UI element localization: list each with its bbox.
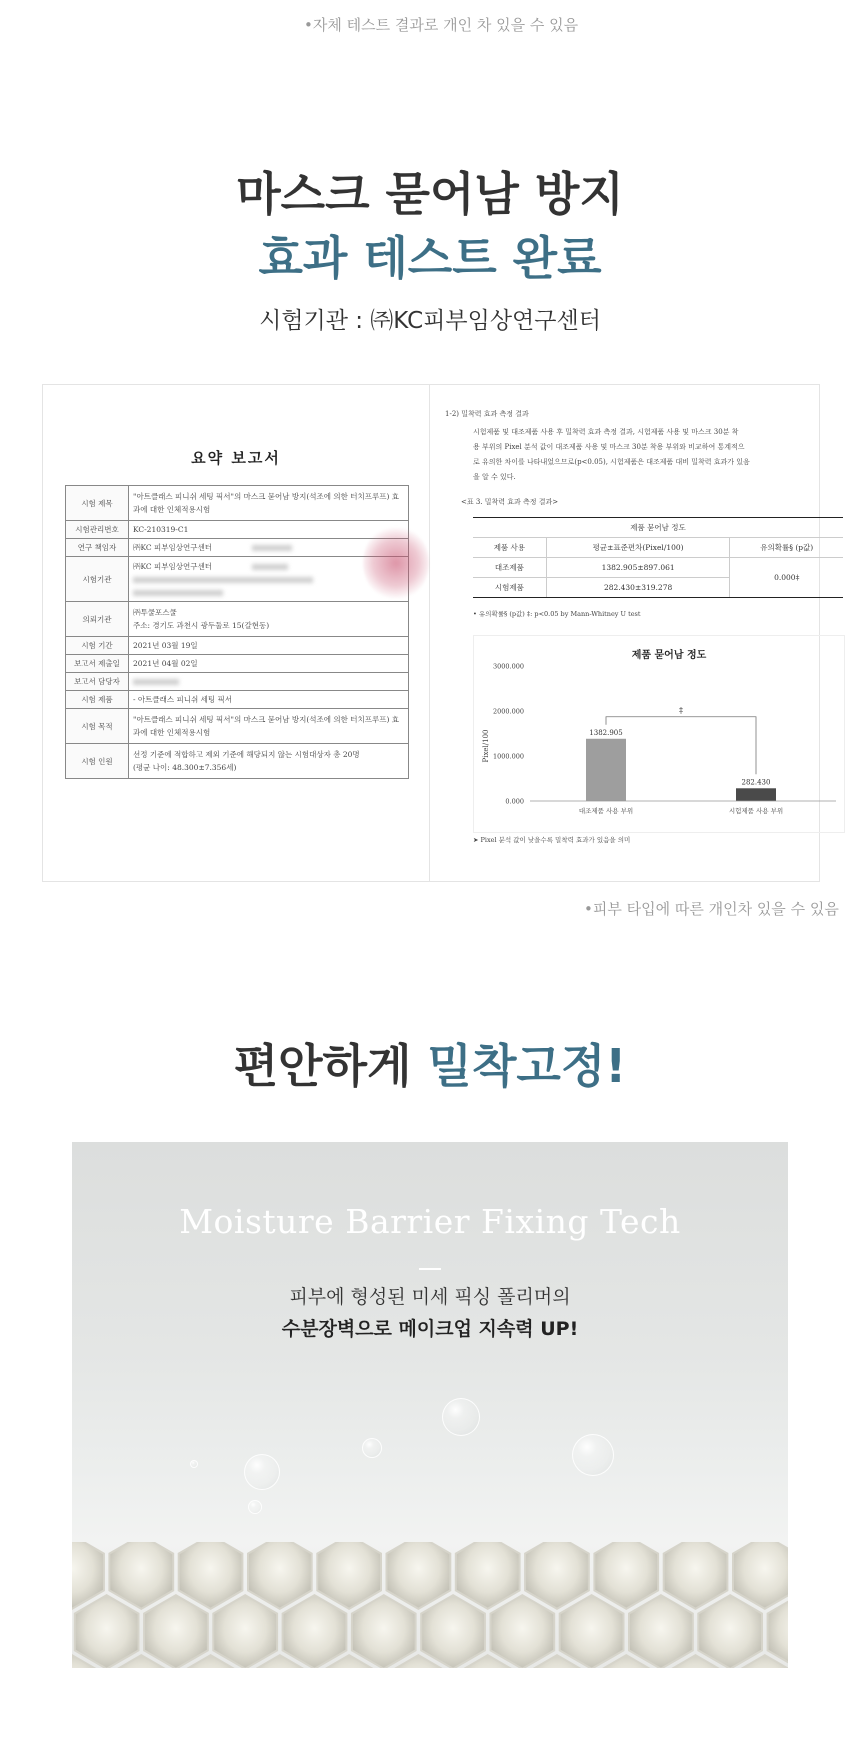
- y-tick-label: 0.000: [505, 797, 524, 806]
- results-paragraph-line-3: 로 유의한 차이를 나타내었으므로(p<0.05), 시험제품은 대조제품 대비 밀착력 효과가 있음: [473, 458, 750, 466]
- table-row: [66, 637, 409, 655]
- polymer-hexagon: [248, 1542, 312, 1609]
- row-value-text: ㈜KC 피부임상연구센터: [133, 543, 212, 552]
- row-label: 시험 제목: [66, 486, 129, 521]
- polymer-hexagon: [594, 1542, 658, 1609]
- table-row: [66, 709, 409, 744]
- polymer-hexagon: [491, 1595, 555, 1668]
- tech-title-divider: [419, 1268, 441, 1270]
- water-bubble: [572, 1434, 614, 1476]
- water-bubble: [442, 1398, 480, 1436]
- row-value-text: (평균 나이: 48.300±7.356세): [133, 763, 237, 772]
- mean-sd-value: 1382.905±897.061: [546, 558, 730, 578]
- table-row: [66, 521, 409, 539]
- bar-value-label: 1382.905: [589, 728, 623, 737]
- redacted-text: [133, 679, 179, 685]
- polymer-hexagon: [317, 1542, 381, 1609]
- report-page-divider: [429, 385, 430, 881]
- polymer-hexagon: [283, 1595, 347, 1668]
- col-header: 유의확률§ (p값): [730, 538, 843, 558]
- table-row: [66, 691, 409, 709]
- row-value-text: 선정 기준에 적합하고 제외 기준에 해당되지 않는 시험대상자 총 20명: [133, 750, 360, 759]
- chart-title: 제품 묻어남 정도: [631, 650, 707, 661]
- redacted-text: [252, 564, 288, 570]
- y-tick-label: 1000.000: [492, 752, 524, 761]
- row-label: 시험 제품: [66, 691, 129, 709]
- row-label: 보고서 담당자: [66, 673, 129, 691]
- polymer-hexagon: [421, 1595, 485, 1668]
- heading-2-part-1: 편안하게: [233, 1039, 428, 1093]
- heading-line-1: 마스크 묻어남 방지: [236, 167, 624, 221]
- heading-2: [0, 1030, 860, 1096]
- table-row: [66, 602, 409, 637]
- chart-bar: [736, 788, 776, 801]
- row-label: 시험 인원: [66, 744, 129, 779]
- tech-title: Moisture Barrier Fixing Tech: [179, 1202, 681, 1241]
- row-value: [129, 744, 409, 779]
- summary-table: [65, 485, 409, 779]
- product-name: 대조제품: [473, 558, 546, 578]
- redacted-text: [133, 577, 313, 583]
- row-value: "아트클래스 피니쉬 세팅 픽서"의 마스크 묻어남 방지(석조에 의한 터치프루프) 효과에 대한 인체적용시험: [129, 709, 409, 744]
- polymer-hexagon: [387, 1542, 451, 1609]
- x-category-label: 대조제품 사용 부위: [578, 807, 634, 815]
- results-table-title: 제품 묻어남 정도: [473, 518, 843, 538]
- table-row: [473, 538, 843, 558]
- chart-bar: [586, 739, 626, 801]
- table-row: [473, 518, 843, 538]
- polymer-hexagon: [109, 1542, 173, 1609]
- row-label: 시험 목적: [66, 709, 129, 744]
- table-caption: <표 3. 밀착력 효과 측정 결과>: [461, 498, 559, 506]
- test-institution: 시험기관 : ㈜KC피부임상연구센터: [259, 308, 601, 334]
- row-value: [129, 673, 409, 691]
- institution-seal-stamp: [363, 525, 429, 601]
- row-label: 시험 기간: [66, 637, 129, 655]
- col-header: 평균±표준편차(Pixel/100): [546, 538, 730, 558]
- mean-sd-value: 282.430±319.278: [546, 578, 730, 598]
- col-header: 제품 사용: [473, 538, 546, 558]
- hexagon-polymer-layer: [72, 1542, 788, 1668]
- skin-type-note: •피부 타입에 따른 개인차 있을 수 있음: [584, 900, 839, 918]
- row-value: 2021년 03월 19일: [129, 637, 409, 655]
- row-value: 2021년 04월 02일: [129, 655, 409, 673]
- results-table: [473, 517, 843, 598]
- polymer-hexagon: [144, 1595, 208, 1668]
- tech-description-line-1: 피부에 형성된 미세 픽싱 폴리머의: [289, 1286, 571, 1308]
- polymer-hexagon: [733, 1542, 788, 1609]
- results-paragraph-line-1: 시험제품 및 대조제품 사용 후 밀착력 효과 측정 결과, 시험제품 사용 및 마스크 30분 착: [473, 428, 739, 436]
- row-value: [129, 602, 409, 637]
- summary-report-title: 요약 보고서: [191, 449, 281, 467]
- self-test-note: •자체 테스트 결과로 개인 차 있을 수 있음: [304, 16, 579, 34]
- row-value: KC-210319-C1: [129, 521, 409, 539]
- water-bubble: [190, 1460, 198, 1468]
- row-label: 연구 책임자: [66, 539, 129, 557]
- polymer-hexagon: [179, 1542, 243, 1609]
- results-footnote: • 유의확률§ (p값) ‡: p<0.05 by Mann-Whitney U test: [473, 610, 641, 618]
- row-label: 보고서 제출일: [66, 655, 129, 673]
- row-label: 의뢰기관: [66, 602, 129, 637]
- fixing-tech-visual: [72, 1142, 788, 1668]
- heading-2-part-2: 밀착고정!: [427, 1039, 627, 1093]
- chart-svg: [474, 636, 844, 832]
- polymer-hexagon: [352, 1595, 416, 1668]
- row-value-text: 주소: 경기도 과천시 광두둘로 15(갈현동): [133, 621, 270, 630]
- table-row: [66, 655, 409, 673]
- table-row: [66, 539, 409, 557]
- redacted-text: [252, 545, 292, 551]
- table-row: [66, 744, 409, 779]
- chart-note: ➤ Pixel 분석 값이 낮을수록 밀착력 효과가 있음을 의미: [473, 836, 631, 844]
- significance-bracket: [606, 717, 756, 775]
- tech-description-line-2: 수분장벽으로 메이크업 지속력 UP!: [281, 1318, 579, 1340]
- y-tick-label: 2000.000: [492, 707, 524, 716]
- row-label: 시험기관: [66, 557, 129, 602]
- row-value-text: ㈜KC 피부임상연구센터: [133, 561, 212, 571]
- water-bubble: [244, 1454, 280, 1490]
- row-value-text: ㈜투쿨포스쿨: [133, 608, 177, 617]
- polymer-hexagon: [629, 1595, 693, 1668]
- polymer-hexagon: [560, 1595, 624, 1668]
- adhesion-chart: [473, 635, 845, 833]
- polymer-hexagon: [456, 1542, 520, 1609]
- results-paragraph-line-4: 을 알 수 있다.: [473, 473, 516, 481]
- test-report-panel: [42, 384, 820, 882]
- results-paragraph-line-2: 용 부위의 Pixel 분석 값이 대조제품 사용 및 마스크 30분 착용 부위와 비교하여 통계적으: [473, 443, 745, 451]
- polymer-hexagon: [75, 1595, 139, 1668]
- y-tick-label: 3000.000: [492, 662, 524, 671]
- significance-mark: ‡: [679, 705, 683, 715]
- heading-line-2: 효과 테스트 완료: [258, 231, 602, 285]
- chart-y-axis-label: Pixel/100: [482, 729, 490, 763]
- table-row: [473, 558, 843, 578]
- polymer-hexagon: [213, 1595, 277, 1668]
- polymer-hexagon: [698, 1595, 762, 1668]
- row-label: 시험관리번호: [66, 521, 129, 539]
- results-section-title: 1-2) 밀착력 효과 측정 결과: [445, 410, 529, 418]
- table-row: [66, 673, 409, 691]
- polymer-hexagon: [525, 1542, 589, 1609]
- polymer-hexagon: [664, 1542, 728, 1609]
- water-bubble: [248, 1500, 262, 1514]
- product-name: 시험제품: [473, 578, 546, 598]
- row-value: - 아트클래스 피니쉬 세팅 픽서: [129, 691, 409, 709]
- table-row: [66, 486, 409, 521]
- water-bubble: [362, 1438, 382, 1458]
- p-value: 0.000‡: [730, 558, 843, 598]
- table-row: [66, 557, 409, 602]
- row-value: "아트클래스 피니쉬 세팅 픽서"의 마스크 묻어남 방지(석조에 의한 터치프루프) 효과에 대한 인체적용시험: [129, 486, 409, 521]
- bar-value-label: 282.430: [741, 778, 771, 787]
- x-category-label: 시험제품 사용 부위: [728, 807, 784, 815]
- redacted-text: [133, 590, 223, 596]
